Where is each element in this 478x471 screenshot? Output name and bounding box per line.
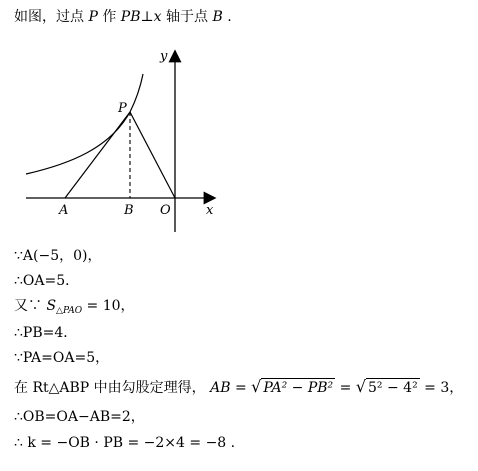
geometry-figure	[0, 40, 478, 280]
line3-suffix: = 10，	[86, 298, 135, 314]
sqrt-2: √ 5² − 4²	[355, 377, 418, 396]
label-a: A	[59, 203, 69, 218]
solution-line-1: ∵A(−5，0)，	[14, 248, 102, 264]
solution-line-2: ∴OA=5．	[14, 273, 80, 289]
solution-line-3	[14, 297, 135, 320]
solution-line-7: ∴OB=OA−AB=2，	[14, 409, 145, 425]
solution-line-4: ∴PB=4．	[14, 325, 78, 341]
solution-line-6	[14, 378, 463, 397]
line3-prefix: 又∵	[14, 298, 42, 314]
point-b-text: B	[212, 9, 223, 25]
solution-line-5: ∵PA=OA=5，	[14, 350, 110, 366]
segment-po	[130, 112, 175, 198]
problem-statement	[14, 8, 232, 26]
line6-ab: AB =	[210, 380, 247, 396]
hyperbola-curve	[26, 74, 143, 174]
make-text: 作	[102, 9, 117, 25]
solution-line-8: ∴ k = −OB · PB = −2×4 = −8 .	[14, 435, 236, 451]
perp-expression: PB⊥x	[120, 9, 162, 25]
label-b: B	[124, 203, 134, 218]
sqrt-2-content: 5² − 4²	[368, 380, 418, 396]
segment-ap	[65, 112, 130, 198]
intro-text: 如图，过点	[14, 9, 84, 25]
line6-eq: =	[339, 380, 352, 396]
sqrt-1-content: PA² − PB²	[263, 380, 334, 396]
label-p: P	[118, 101, 127, 116]
label-y: y	[160, 49, 168, 64]
line6-result: = 3，	[424, 380, 464, 396]
label-o: O	[160, 203, 171, 218]
axis-text: 轴于点	[166, 9, 209, 25]
line6-prefix: 在 Rt△ABP 中由勾股定理得，	[14, 380, 206, 396]
label-x: x	[206, 203, 214, 218]
line3-s: S	[46, 298, 57, 314]
line3-sub: △PAO	[56, 306, 83, 316]
end-punct: .	[227, 9, 232, 25]
point-p-text: P	[88, 9, 98, 25]
sqrt-1: √ PA² − PB²	[251, 377, 334, 396]
